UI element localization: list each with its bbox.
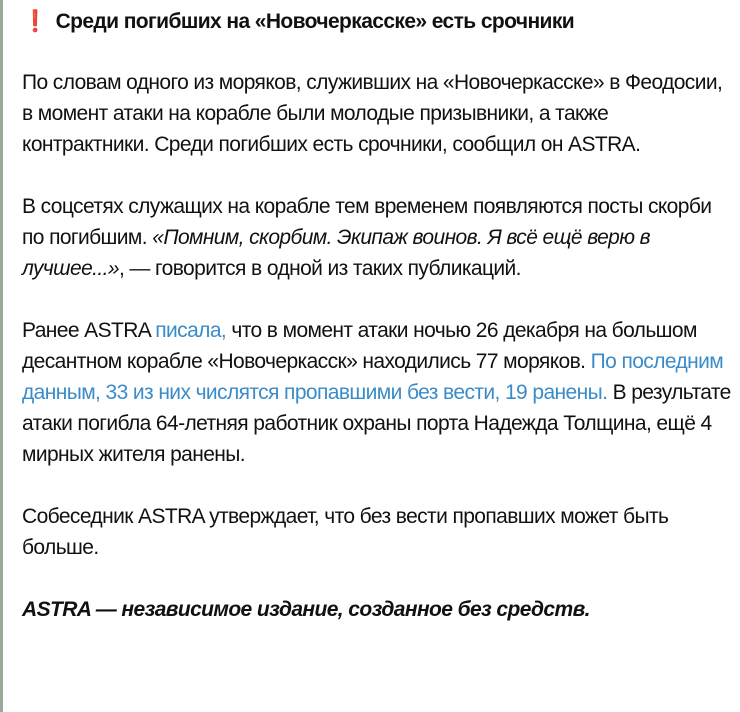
paragraph-1: По словам одного из моряков, служивших на «Новочеркасске» в Феодосии, в момент атаки на корабле были молодые призывники, а также контрактники. Среди погибших есть срочники, сообщил он ASTRA.: [22, 71, 723, 156]
paragraph-5: ASTRA — независимое издание, созданное без средств.: [22, 598, 590, 621]
link-latest-data[interactable]: По последним данным, 33 из них числятся пропавшими без вести, 19 ранены.: [22, 350, 724, 404]
paragraph-4: Собеседник ASTRA утверждает, что без вести пропавших может быть больше.: [22, 505, 669, 559]
text: что в момент атаки ночью 26 декабря на большом десантном корабле «Новочеркасск» находились 77 моряков.: [22, 319, 697, 373]
text: В соцсетях служащих на корабле тем временем появляются посты скорби по погибшим.: [22, 195, 712, 249]
message-title: [22, 6, 734, 37]
text: Ранее ASTRA: [22, 319, 156, 342]
paragraph-2: [22, 191, 734, 284]
title-text: Среди погибших на «Новочеркасске» есть срочники: [55, 10, 575, 33]
exclamation-icon: ❗: [22, 10, 48, 33]
paragraph-3: [22, 315, 734, 470]
link-wrote[interactable]: писала,: [155, 319, 227, 342]
text: В результате атаки погибла 64-летняя работник охраны порта Надежда Толщина, ещё 4 мирных жителя ранены.: [22, 381, 731, 466]
quote: «Помним, скорбим. Экипаж воинов. Я всё ещё верю в лучшее...»: [22, 226, 651, 280]
message-body: [22, 6, 734, 656]
text: , — говорится в одной из таких публикаций.: [118, 257, 521, 280]
message-left-border: [0, 0, 3, 712]
